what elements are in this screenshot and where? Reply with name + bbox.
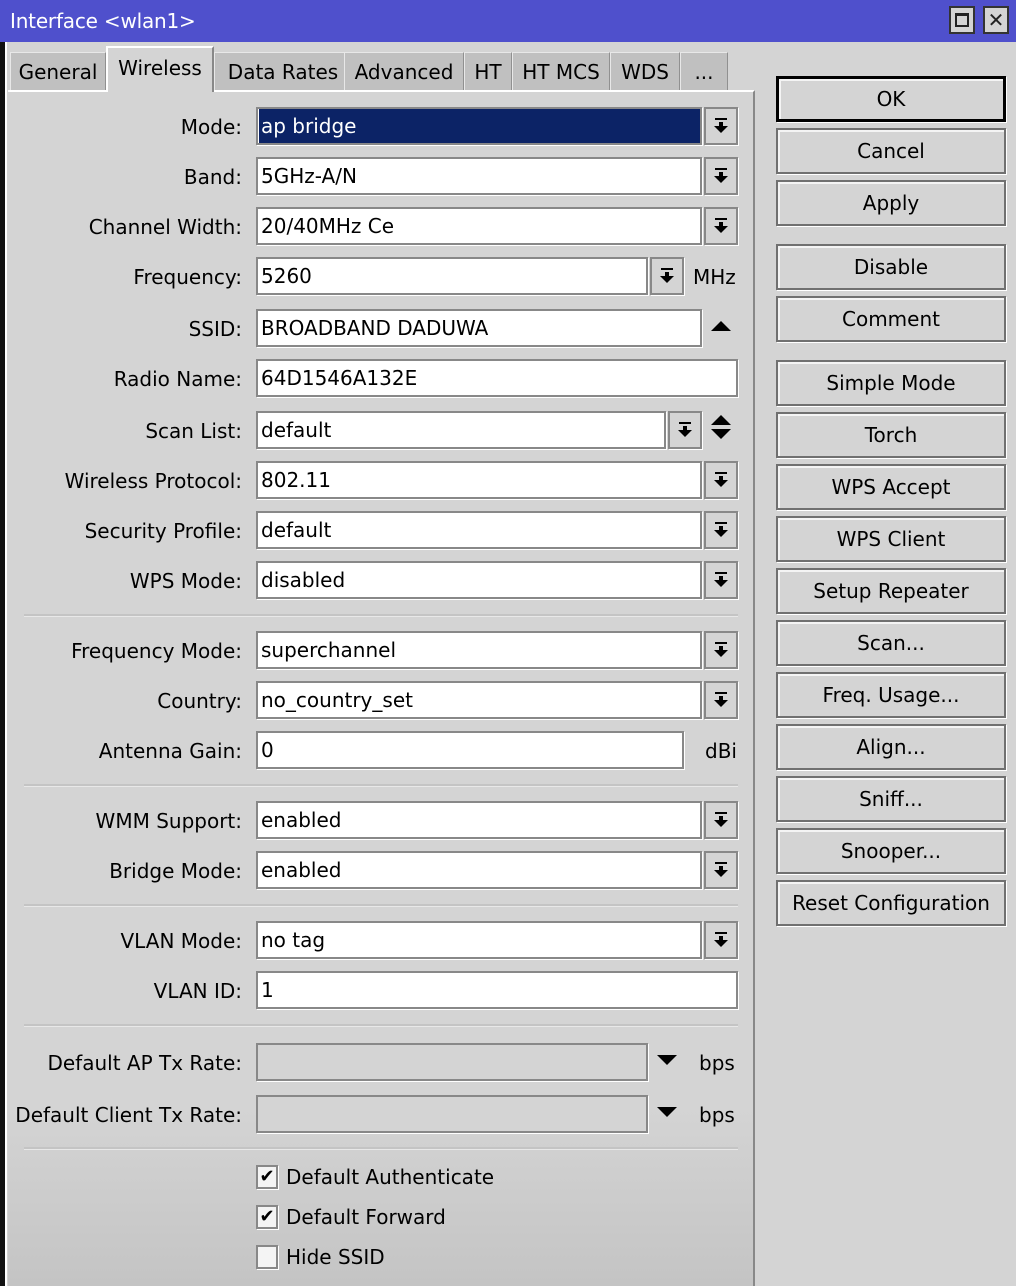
- expand-arrow-icon[interactable]: [657, 1055, 677, 1065]
- close-icon: ✕: [987, 8, 1005, 32]
- maximize-button[interactable]: [949, 6, 975, 34]
- frequency-mode-label: Frequency Mode:: [71, 639, 242, 663]
- tab-general[interactable]: General: [10, 52, 106, 92]
- dropdown-arrow-icon: [714, 812, 728, 828]
- default-ap-tx-rate-label: Default AP Tx Rate:: [47, 1051, 242, 1075]
- default-forward-checkbox[interactable]: [256, 1203, 656, 1233]
- bridge-mode-row: [0, 851, 760, 891]
- dropdown-arrow-icon: [714, 168, 728, 184]
- default-authenticate-label: Default Authenticate: [286, 1165, 495, 1189]
- mode-row: [0, 107, 760, 147]
- frequency-input[interactable]: 5260: [256, 257, 648, 295]
- bridge-mode-dropdown-button[interactable]: [704, 851, 738, 889]
- wps-mode-dropdown-button[interactable]: [704, 561, 738, 599]
- tab-wireless[interactable]: Wireless: [106, 46, 214, 92]
- band-dropdown-button[interactable]: [704, 157, 738, 195]
- security-profile-select[interactable]: default: [256, 511, 702, 549]
- default-ap-tx-rate-unit: bps: [699, 1051, 735, 1075]
- band-label: Band:: [183, 165, 242, 189]
- security-profile-row: [0, 511, 760, 551]
- ok-button[interactable]: OK: [776, 76, 1006, 122]
- country-label: Country:: [157, 689, 242, 713]
- default-forward-label: Default Forward: [286, 1205, 446, 1229]
- security-profile-dropdown-button[interactable]: [704, 511, 738, 549]
- scan-list-input[interactable]: default: [256, 411, 666, 449]
- scan-list-row: [0, 411, 760, 451]
- sniff-button[interactable]: Sniff...: [776, 776, 1006, 822]
- maximize-icon: [955, 13, 969, 27]
- torch-button[interactable]: Torch: [776, 412, 1006, 458]
- dropdown-arrow-icon: [660, 268, 674, 284]
- wireless-protocol-label: Wireless Protocol:: [64, 469, 242, 493]
- apply-button[interactable]: Apply: [776, 180, 1006, 226]
- vlan-mode-dropdown-button[interactable]: [704, 921, 738, 959]
- scan-button[interactable]: Scan...: [776, 620, 1006, 666]
- snooper-button[interactable]: Snooper...: [776, 828, 1006, 874]
- radio-name-label: Radio Name:: [113, 367, 242, 391]
- wmm-support-dropdown-button[interactable]: [704, 801, 738, 839]
- section-divider: [24, 1024, 738, 1027]
- frequency-label: Frequency:: [133, 265, 242, 289]
- wps-mode-label: WPS Mode:: [129, 569, 242, 593]
- tab-wds[interactable]: WDS: [610, 52, 680, 92]
- close-button[interactable]: [983, 6, 1009, 34]
- dropdown-arrow-icon: [714, 932, 728, 948]
- default-client-tx-rate-input[interactable]: [256, 1095, 648, 1133]
- checkbox-unchecked-icon[interactable]: [256, 1245, 278, 1269]
- section-divider: [24, 1147, 738, 1150]
- dropdown-arrow-icon: [714, 522, 728, 538]
- default-client-tx-rate-unit: bps: [699, 1103, 735, 1127]
- country-row: [0, 681, 760, 721]
- security-profile-label: Security Profile:: [84, 519, 242, 543]
- country-select[interactable]: no_country_set: [256, 681, 702, 719]
- dropdown-arrow-icon: [714, 692, 728, 708]
- freq-usage-button[interactable]: Freq. Usage...: [776, 672, 1006, 718]
- dropdown-arrow-icon: [714, 642, 728, 658]
- scan-list-dropdown-button[interactable]: [668, 411, 702, 449]
- collapse-arrow-icon[interactable]: [711, 321, 731, 331]
- mode-value: ap bridge: [259, 109, 700, 143]
- dropdown-arrow-icon: [714, 572, 728, 588]
- vlan-id-label: VLAN ID:: [153, 979, 242, 1003]
- country-dropdown-button[interactable]: [704, 681, 738, 719]
- channel-width-dropdown-button[interactable]: [704, 207, 738, 245]
- frequency-mode-row: [0, 631, 760, 671]
- tab-ht-mcs[interactable]: HT MCS: [512, 52, 610, 92]
- radio-name-input[interactable]: 64D1546A132E: [256, 359, 738, 397]
- section-divider: [24, 784, 738, 787]
- channel-width-select[interactable]: 20/40MHz Ce: [256, 207, 702, 245]
- tab-ht[interactable]: HT: [464, 52, 512, 92]
- bridge-mode-select[interactable]: enabled: [256, 851, 702, 889]
- tab-advanced[interactable]: Advanced: [344, 52, 464, 92]
- frequency-row: [0, 257, 760, 297]
- wmm-support-select[interactable]: enabled: [256, 801, 702, 839]
- band-row: [0, 157, 760, 197]
- frequency-mode-dropdown-button[interactable]: [704, 631, 738, 669]
- bridge-mode-label: Bridge Mode:: [109, 859, 242, 883]
- expand-arrow-icon[interactable]: [657, 1107, 677, 1117]
- reset-configuration-button[interactable]: Reset Configuration: [776, 880, 1006, 926]
- wireless-protocol-dropdown-button[interactable]: [704, 461, 738, 499]
- antenna-gain-row: [0, 731, 760, 771]
- dropdown-arrow-icon: [714, 862, 728, 878]
- default-authenticate-checkbox[interactable]: [256, 1163, 656, 1193]
- vlan-id-input[interactable]: 1: [256, 971, 738, 1009]
- dropdown-arrow-icon: [678, 422, 692, 438]
- frequency-mode-select[interactable]: superchannel: [256, 631, 702, 669]
- dropdown-arrow-icon: [714, 218, 728, 234]
- align-button[interactable]: Align...: [776, 724, 1006, 770]
- simple-mode-button[interactable]: Simple Mode: [776, 360, 1006, 406]
- dropdown-arrow-icon: [714, 118, 728, 134]
- channel-width-label: Channel Width:: [88, 215, 242, 239]
- ssid-input[interactable]: BROADBAND DADUWA: [256, 309, 702, 347]
- dropdown-arrow-icon: [714, 472, 728, 488]
- default-ap-tx-rate-input[interactable]: [256, 1043, 648, 1081]
- tab-data-rates[interactable]: Data Rates: [214, 52, 352, 92]
- wireless-protocol-select[interactable]: 802.11: [256, 461, 702, 499]
- scan-list-label: Scan List:: [145, 419, 242, 443]
- band-select[interactable]: 5GHz-A/N: [256, 157, 702, 195]
- radio-name-row: [0, 359, 760, 399]
- ssid-row: [0, 309, 760, 349]
- wps-client-button[interactable]: WPS Client: [776, 516, 1006, 562]
- vlan-mode-label: VLAN Mode:: [120, 929, 242, 953]
- frequency-dropdown-button[interactable]: [650, 257, 684, 295]
- tab-more[interactable]: ...: [680, 52, 728, 92]
- setup-repeater-button[interactable]: Setup Repeater: [776, 568, 1006, 614]
- wmm-support-label: WMM Support:: [95, 809, 242, 833]
- vlan-id-row: [0, 971, 760, 1011]
- disable-button[interactable]: Disable: [776, 244, 1006, 290]
- channel-width-row: [0, 207, 760, 247]
- wps-mode-select[interactable]: disabled: [256, 561, 702, 599]
- section-divider: [24, 904, 738, 907]
- wireless-protocol-row: [0, 461, 760, 501]
- mode-dropdown-button[interactable]: [704, 107, 738, 145]
- default-client-tx-rate-row: [0, 1095, 760, 1135]
- vlan-mode-select[interactable]: no tag: [256, 921, 702, 959]
- add-remove-arrows-icon[interactable]: [711, 415, 731, 443]
- ssid-label: SSID:: [188, 317, 242, 341]
- mode-select[interactable]: [256, 107, 702, 145]
- antenna-gain-unit: dBi: [705, 739, 737, 763]
- mode-label: Mode:: [180, 115, 242, 139]
- hide-ssid-label: Hide SSID: [286, 1245, 385, 1269]
- frequency-unit: MHz: [693, 265, 736, 289]
- wmm-support-row: [0, 801, 760, 841]
- vlan-mode-row: [0, 921, 760, 961]
- title-bar[interactable]: [0, 0, 1016, 42]
- default-ap-tx-rate-row: [0, 1043, 760, 1083]
- window-title: Interface <wlan1>: [10, 9, 196, 33]
- default-client-tx-rate-label: Default Client Tx Rate:: [15, 1103, 242, 1127]
- section-divider: [24, 614, 738, 617]
- cancel-button[interactable]: Cancel: [776, 128, 1006, 174]
- hide-ssid-checkbox[interactable]: [256, 1243, 656, 1273]
- checkbox-checked-icon[interactable]: ✔: [256, 1205, 278, 1229]
- checkbox-checked-icon[interactable]: ✔: [256, 1165, 278, 1189]
- wps-accept-button[interactable]: WPS Accept: [776, 464, 1006, 510]
- antenna-gain-input[interactable]: 0: [256, 731, 684, 769]
- wps-mode-row: [0, 561, 760, 601]
- comment-button[interactable]: Comment: [776, 296, 1006, 342]
- antenna-gain-label: Antenna Gain:: [98, 739, 242, 763]
